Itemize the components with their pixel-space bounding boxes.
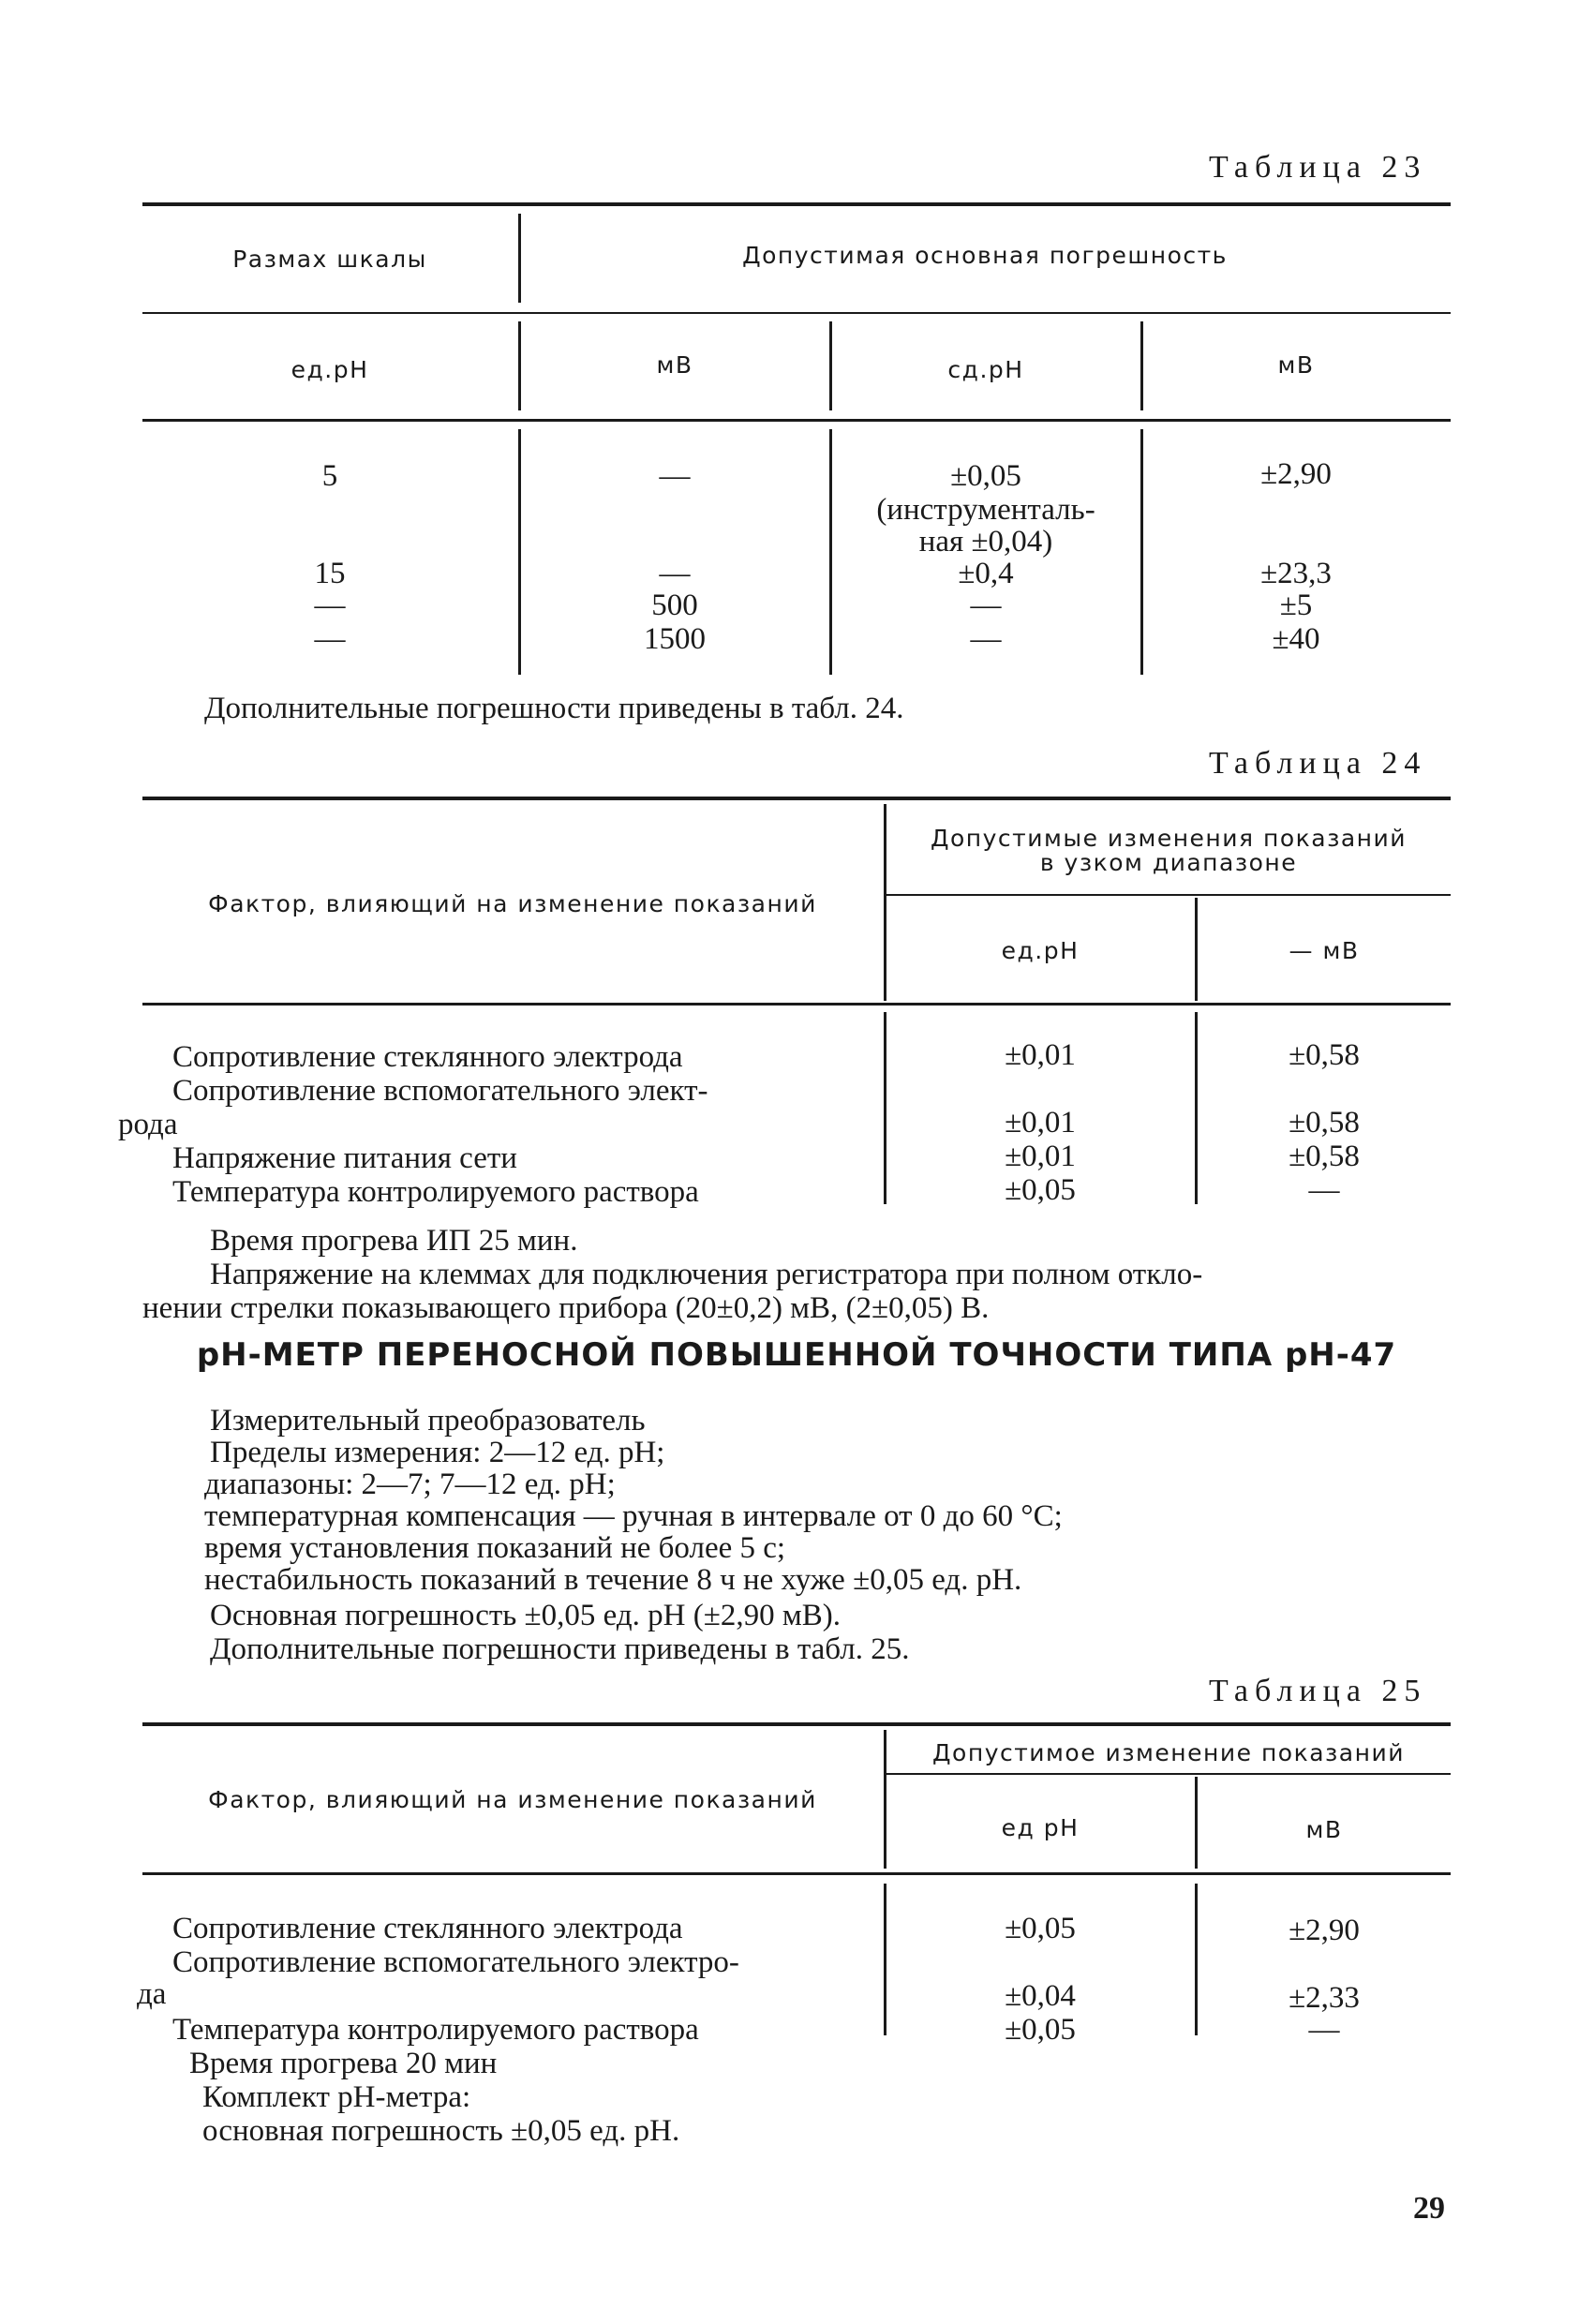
table-25-ph: ±0,04 <box>1005 1979 1076 2013</box>
table-23-cell: ±23,3 <box>1260 557 1332 590</box>
table-24-body-rule <box>142 1003 1451 1006</box>
table-24-factor: Сопротивление стеклянного электрода <box>172 1040 683 1074</box>
section-heading: pH-МЕТР ПЕРЕНОСНОЙ ПОВЫШЕННОЙ ТОЧНОСТИ ТИПА pH-47 <box>196 1336 1397 1374</box>
table-23-cell: — <box>970 622 1002 656</box>
table-23-top-rule <box>142 202 1451 206</box>
table-23-cell: — <box>659 557 691 590</box>
voltage-text: Напряжение на клеммах для подключения регистратора при полном откло- <box>210 1258 1203 1291</box>
table-23-cell: 500 <box>651 588 698 622</box>
kit-error-text: основная погрешность ±0,05 ед. pH. <box>202 2114 680 2148</box>
table-23-cell: — <box>659 459 691 493</box>
table-23-cell: — <box>314 588 346 622</box>
table-23-cell: ±0,4 <box>958 557 1014 590</box>
table-23-header-error: Допустимая основная погрешность <box>742 242 1228 269</box>
table-25-sub-mv: мВ <box>1305 1816 1343 1843</box>
table-23-body-rule <box>142 419 1451 422</box>
spec-line: Измерительный преобразователь <box>210 1404 646 1438</box>
spec-line: Основная погрешность ±0,05 ед. pH (±2,90 мВ). <box>210 1599 841 1632</box>
table-23-note: Дополнительные погрешности приведены в табл. 24. <box>204 692 904 725</box>
spec-line: время установления показаний не более 5 с; <box>204 1531 786 1565</box>
table-25-mv: ±2,90 <box>1289 1914 1360 1947</box>
table-25-sub-rule <box>886 1773 1451 1775</box>
table-25-mv: — <box>1308 2013 1340 2047</box>
table-24-mv: ±0,58 <box>1289 1106 1360 1140</box>
table-24-caption: Таблица 24 <box>1209 746 1427 781</box>
table-24-mv: — <box>1308 1173 1340 1207</box>
table-23-cell: ±2,90 <box>1260 457 1332 491</box>
table-25-factor: Температура контролируемого раствора <box>172 2013 699 2047</box>
table-25-top-rule <box>142 1722 1451 1726</box>
spec-line: диапазоны: 2—7; 7—12 ед. pH; <box>204 1467 616 1501</box>
table-24-mv: ±0,58 <box>1289 1140 1360 1173</box>
table-25-ph: ±0,05 <box>1005 1912 1076 1945</box>
table-23-cell: 1500 <box>644 622 706 656</box>
spec-line: температурная компенсация — ручная в интервале от 0 до 60 °С; <box>204 1499 1063 1533</box>
table-23-sub-mv: мВ <box>1277 351 1315 379</box>
table-23-sub-mv: мВ <box>656 351 693 379</box>
table-23-cell: ±40 <box>1272 622 1320 656</box>
table-23-cell: ная ±0,04) <box>918 525 1053 559</box>
voltage-text: нении стрелки показывающего прибора (20±0,2) мВ, (2±0,05) В. <box>142 1291 990 1325</box>
table-24-ph: ±0,05 <box>1005 1173 1076 1207</box>
table-23-header-range: Размах шкалы <box>232 246 427 273</box>
table-23-cell: (инструменталь- <box>876 493 1095 527</box>
table-23-cell: 5 <box>321 459 338 493</box>
table-25-mv: ±2,33 <box>1289 1981 1360 2015</box>
page-number: 29 <box>1413 2191 1445 2226</box>
table-25-ph: ±0,05 <box>1005 2013 1076 2047</box>
table-24-factor: Сопротивление вспомогательного элект- <box>172 1074 708 1108</box>
table-23-cell: ±0,05 <box>950 459 1021 493</box>
table-23-sub-ph: сд.pH <box>947 356 1024 383</box>
table-25-body-rule <box>142 1872 1451 1875</box>
table-24-factor: Температура контролируемого раствора <box>172 1175 699 1209</box>
table-23-caption: Таблица 23 <box>1209 150 1427 185</box>
spec-line: Дополнительные погрешности приведены в табл. 25. <box>210 1632 910 1666</box>
table-24-sub-mv: — мВ <box>1289 937 1360 964</box>
warmup-text: Время прогрева 20 мин <box>189 2047 498 2080</box>
table-23-sub-ph: ед.pH <box>290 356 369 383</box>
table-25-factor: да <box>137 1977 167 2011</box>
table-25-header-factor: Фактор, влияющий на изменение показаний <box>208 1786 817 1813</box>
table-24-ph: ±0,01 <box>1005 1106 1076 1140</box>
table-23-cell: — <box>970 588 1002 622</box>
table-24-header-factor: Фактор, влияющий на изменение показаний <box>208 890 817 917</box>
table-25-caption: Таблица 25 <box>1209 1674 1427 1708</box>
table-24-mv: ±0,58 <box>1289 1038 1360 1072</box>
table-25-factor: Сопротивление стеклянного электрода <box>172 1912 683 1945</box>
table-23-cell: 15 <box>314 557 346 590</box>
table-24-header-group: в узком диапазоне <box>1039 849 1298 876</box>
table-25-factor: Сопротивление вспомогательного электро- <box>172 1945 739 1979</box>
warmup-text: Время прогрева ИП 25 мин. <box>210 1224 578 1258</box>
spec-line: нестабильность показаний в течение 8 ч не хуже ±0,05 ед. pH. <box>204 1563 1022 1597</box>
table-23-cell: — <box>314 622 346 656</box>
table-24-ph: ±0,01 <box>1005 1140 1076 1173</box>
spec-line: Пределы измерения: 2—12 ед. pH; <box>210 1436 665 1469</box>
table-24-header-group: Допустимые изменения показаний <box>930 825 1408 852</box>
table-24-factor: рода <box>118 1108 178 1141</box>
table-24-sub-rule <box>886 894 1451 896</box>
table-25-sub-ph: ед pH <box>1001 1814 1080 1841</box>
table-24-factor: Напряжение питания сети <box>172 1141 517 1175</box>
kit-text: Комплект pH-метра: <box>202 2080 471 2114</box>
table-24-ph: ±0,01 <box>1005 1038 1076 1072</box>
table-24-sub-ph: ед.pH <box>1001 937 1080 964</box>
table-23-mid-rule <box>142 312 1451 314</box>
table-25-header-group: Допустимое изменение показаний <box>932 1739 1405 1766</box>
table-23-cell: ±5 <box>1279 588 1313 622</box>
table-24-top-rule <box>142 797 1451 800</box>
